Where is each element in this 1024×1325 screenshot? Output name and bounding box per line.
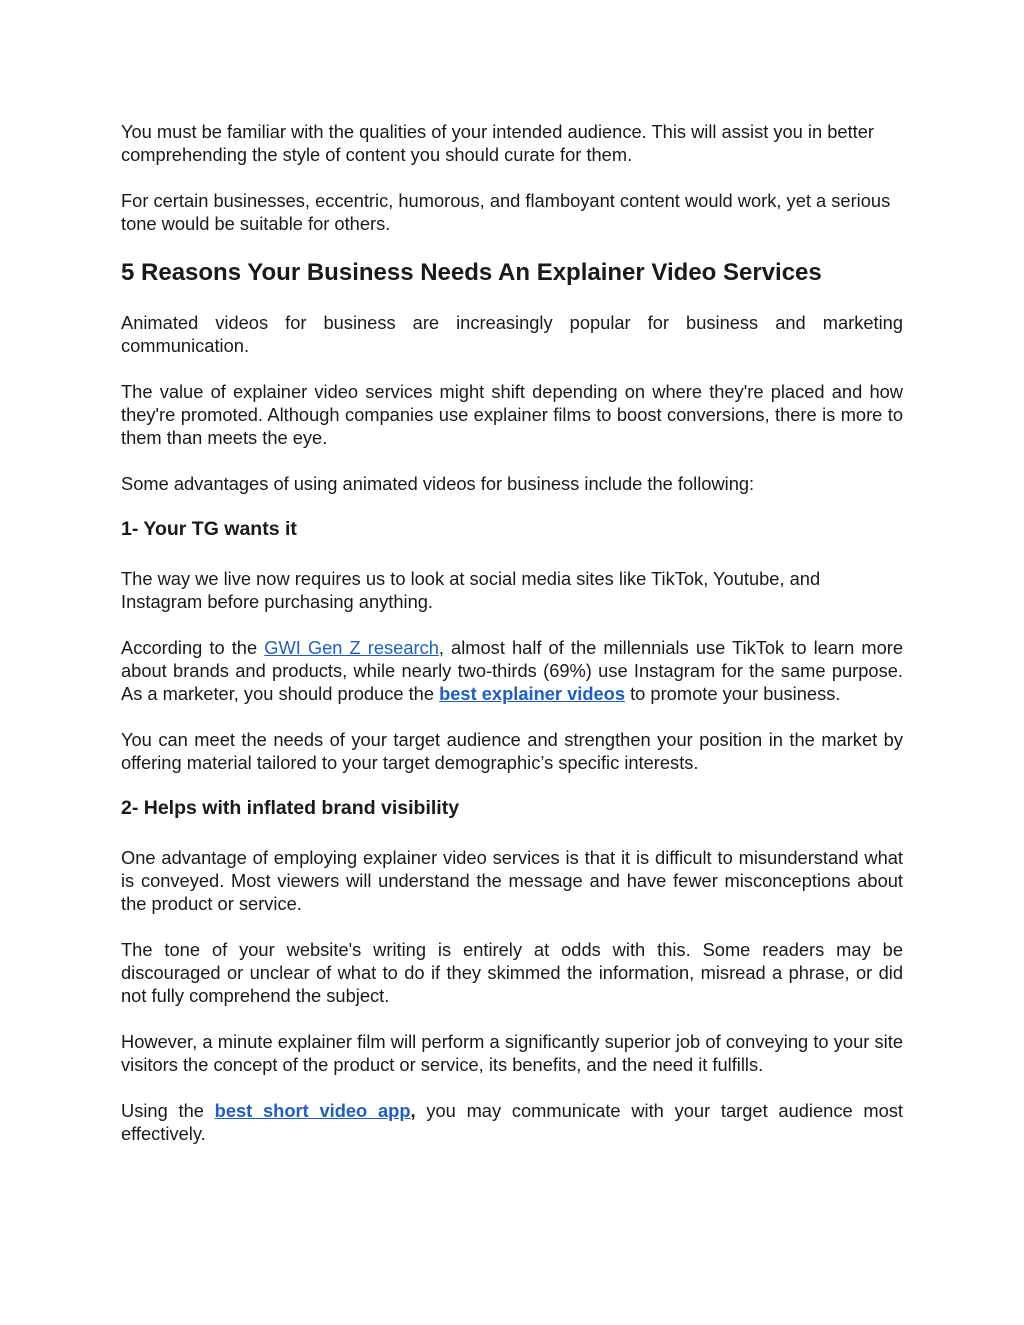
gwi-research-link[interactable]: GWI Gen Z research (264, 637, 439, 658)
paragraph-social-media: The way we live now requires us to look at social media sites like TikTok, Youtube, and Instagram before purchasing anything. (121, 568, 821, 612)
text-segment: According to the (121, 637, 265, 658)
paragraph-audience-qualities: You must be familiar with the qualities of your intended audience. This will assist you in better comprehending the style of content you should curate for them. (121, 121, 874, 165)
paragraph-advantages-intro: Some advantages of using animated videos for business include the following: (121, 473, 755, 494)
paragraph-animated-videos: Animated videos for business are increasingly popular for business and marketing communication. (121, 312, 903, 356)
text-segment: to promote your business. (625, 683, 841, 704)
text-segment: , almost half of the millennials use TikTok to learn more about brands and products, while nearly two-thirds (69%) use Instagram for the same purpose. As a marketer, you should produce the (121, 637, 903, 704)
paragraph-advantage-clarity: One advantage of employing explainer video services is that it is difficult to misunderstand what is conveyed. Most viewers will understand the message and have fewer misconceptions about the product or service. (121, 847, 903, 914)
paragraph-content-tone: For certain businesses, eccentric, humorous, and flamboyant content would work, yet a serious tone would be suitable for others. (121, 190, 891, 234)
text-segment: , (410, 1100, 416, 1121)
text-segment: Using the (121, 1100, 215, 1121)
paragraph-gwi-research (121, 636, 903, 705)
paragraph-short-video-app (121, 1099, 903, 1145)
best-short-video-app-link[interactable]: best short video app (214, 1100, 411, 1121)
paragraph-minute-explainer: However, a minute explainer film will perform a significantly superior job of conveying to your site visitors the concept of the product or service, its benefits, and the need it fulfills. (121, 1031, 903, 1075)
subheading-tg-wants-it: 1- Your TG wants it (121, 518, 297, 540)
best-explainer-videos-link[interactable]: best explainer videos (439, 683, 626, 704)
document-page (121, 120, 903, 1168)
text-segment: you may communicate with your target audience most effectively. (121, 1100, 904, 1144)
subheading-brand-visibility: 2- Helps with inflated brand visibility (121, 797, 460, 819)
paragraph-website-tone: The tone of your website's writing is entirely at odds with this. Some readers may be discouraged or unclear of what to do if they skimmed the information, misread a phrase, or did not fully comprehend the subject. (121, 939, 903, 1006)
paragraph-value-of-explainers: The value of explainer video services might shift depending on where they're placed and how they're promoted. Although companies use explainer films to boost conversions, there is more to them than meets the eye. (121, 381, 903, 448)
paragraph-target-audience: You can meet the needs of your target audience and strengthen your position in the market by offering material tailored to your target demographic’s specific interests. (121, 729, 903, 773)
section-heading: 5 Reasons Your Business Needs An Explainer Video Services (121, 259, 822, 286)
